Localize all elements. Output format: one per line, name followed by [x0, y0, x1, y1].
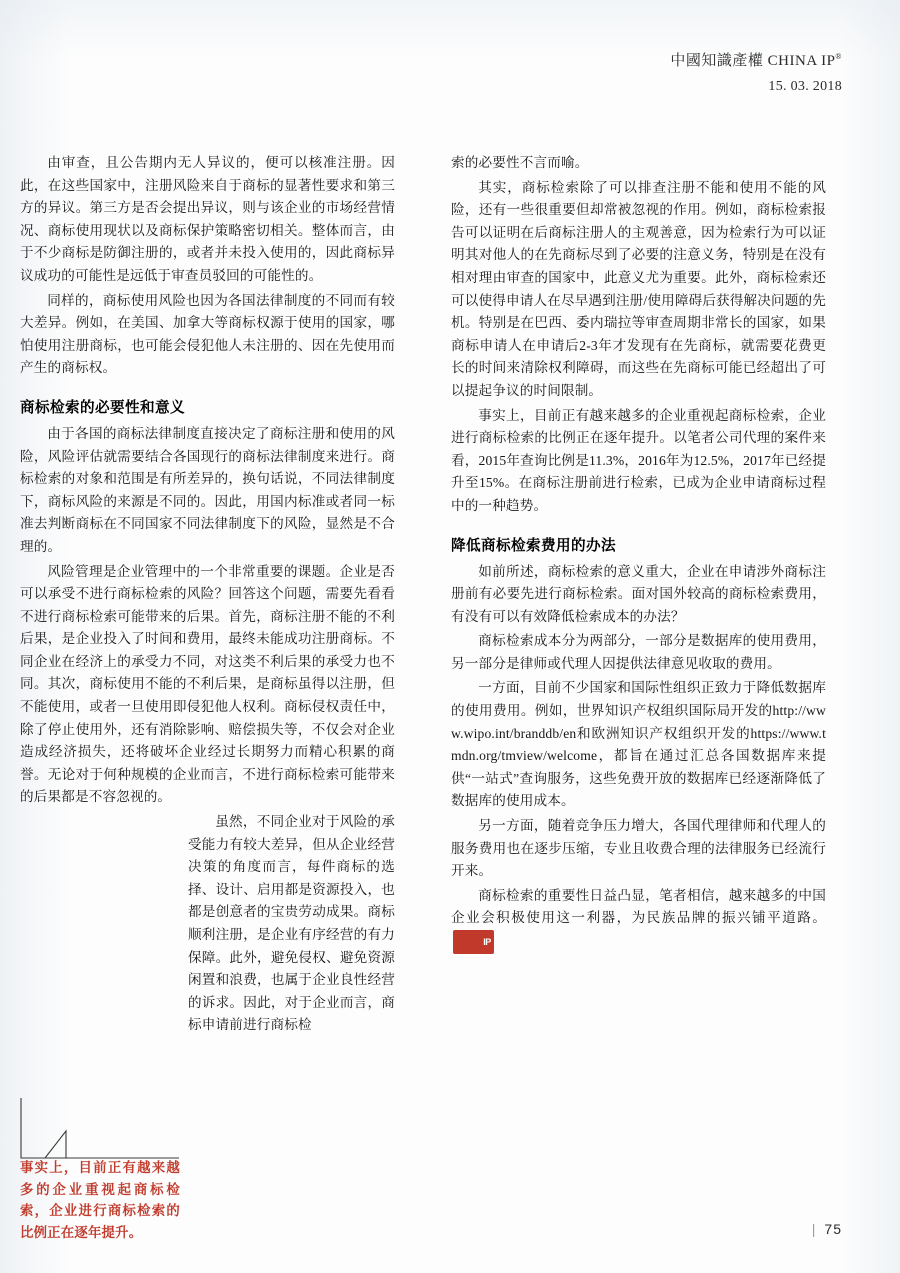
page-folio [812, 1221, 842, 1237]
publication-title-text: 中國知識產權 CHINA IP [670, 53, 836, 69]
section-heading-reduce-search-cost: 降低商标检索费用的办法 [451, 537, 616, 554]
column-left [20, 152, 395, 1240]
paragraph: 由于各国的商标法律制度直接决定了商标注册和使用的风险，风险评估就需要结合各国现行的商标法律制度来进行。商标检索的对象和范围是有所差异的，换句话说，不同法律制度下，商标风险的来源是不同的。因此，用国内标准或者同一标准去判断商标在不同国家不同法律制度下的风险，显然是不合理的。 [20, 425, 395, 554]
end-of-article-mark: IP [453, 930, 494, 954]
page-number: 75 [824, 1221, 842, 1237]
paragraph: 事实上，目前正有越来越多的企业重视起商标检索，企业进行商标检索的比例正在逐年提升。以笔者公司代理的案件来看，2015年查询比例是11.3%，2016年为12.5%，2017年已经提升至15%。在商标注册前进行检索，已成为企业申请商标过程中的一种趋势。 [451, 407, 826, 513]
paragraph: 索的必要性不言而喻。 [451, 155, 589, 170]
paragraph: 由审查，且公告期内无人异议的，便可以核准注册。因此，在这些国家中，注册风险来自于商标的显著性要求和第三方的异议。第三方是否会提出异议，则与该企业的市场经营情况、商标使用现状以及商标保护策略密切相关。整体而言，由于不少商标是防御注册的，或者并未投入使用的，因此商标异议成功的可能性是远低于审查员驳回的可能性的。 [20, 155, 395, 283]
paragraph-text: 商标检索的重要性日益凸显，笔者相信，越来越多的中国企业会积极使用这一利器，为民族品牌的振兴铺平道路。 [451, 887, 826, 926]
paragraph-wrap-container [20, 811, 395, 1037]
paragraph: 同样的，商标使用风险也因为各国法律制度的不同而有较大差异。例如，在美国、加拿大等商标权源于使用的国家，哪怕使用注册商标，也可能会侵犯他人未注册的、因在先使用而产生的商标权。 [20, 292, 395, 376]
column-right [451, 152, 826, 1046]
masthead [670, 50, 842, 97]
paragraph: 其实，商标检索除了可以排查注册不能和使用不能的风险，还有一些很重要但却常被忽视的作用。例如，商标检索报告可以证明在后商标注册人的主观善意，因为检索行为可以证明其对他人的在先商标尽到了必要的注意义务，特别是在没有相对理由审查的国家中，此意义尤为重要。此外，商标检索还可以使得申请人在尽早遇到注册/使用障碍后获得解决问题的先机。特别是在巴西、委内瑞拉等审查周期非常长的国家，如果商标申请人在申请后2-3年才发现有在先商标，就需要花费更长的时间来清除权利障碍，而这些在先商标可能已经超出了可以提起争议的时间限制。 [451, 179, 827, 398]
section-heading-trademark-search-necessity: 商标检索的必要性和意义 [20, 399, 185, 416]
registered-mark: ® [835, 52, 842, 61]
paragraph-with-urls: 一方面，目前不少国家和国际性组织正致力于降低数据库的使用费用。例如，世界知识产权组织国际局开发的http://www.wipo.int/branddb/en和欧洲知识产权组织开发的https://www.tmdn.org/tmview/welcome，都旨在通过汇总各国数据库来提供“一站式”查询服务，这些免费开放的数据库已经逐渐降低了数据库的使用成本。 [451, 680, 826, 809]
paragraph: 另一方面，随着竞争压力增大，各国代理律师和代理人的服务费用也在逐步压缩，专业且收费合理的法律服务已经流行开来。 [451, 818, 826, 879]
paragraph-final [451, 885, 826, 954]
pull-quote-rule-icon [20, 1097, 180, 1159]
paragraph: 如前所述，商标检索的意义重大，企业在申请涉外商标注册前有必要先进行商标检索。面对国外较高的商标检索费用，有没有可以有效降低检索成本的办法？ [451, 563, 826, 624]
pull-quote-float-spacer [20, 811, 188, 1046]
paragraph: 商标检索成本分为两部分，一部分是数据库的使用费用，另一部分是律师或代理人因提供法律意见收取的费用。 [451, 633, 826, 671]
pull-quote-text: 事实上，目前正有越来越多的企业重视起商标检索，企业进行商标检索的比例正在逐年提升。 [20, 1160, 180, 1240]
publication-title [670, 50, 842, 73]
pull-quote-block [20, 1097, 180, 1243]
paragraph: 虽然，不同企业对于风险的承受能力有较大差异，但从企业经营决策的角度而言，每件商标的选择、设计、启用都是资源投入，也都是创意者的宝贵劳动成果。商标顺利注册，是企业有序经营的有力保障。此外，避免侵权、避免资源闲置和浪费，也属于企业良性经营的诉求。因此，对于企业而言，商标申请前进行商标检 [188, 814, 395, 1033]
issue-date: 15. 03. 2018 [768, 78, 842, 94]
folio-rule: | [811, 1221, 817, 1237]
paragraph: 风险管理是企业管理中的一个非常重要的课题。企业是否可以承受不进行商标检索的风险？回答这个问题，需要先看看不进行商标检索可能带来的后果。首先，商标注册不能的不利后果，是企业投入了时间和费用，最终未能成功注册商标。不同企业在经济上的承受力不同，对这类不利后果的承受力也不同。其次，商标使用不能的不利后果，是商标虽得以注册，但不能使用，或者一旦使用即侵犯他人权利。商标侵权责任中，除了停止使用外，还有消除影响、赔偿损失等，不仅会对企业造成经济损失，还将破坏企业经过长期努力而精心积累的商誉。无论对于何种规模的企业而言，不进行商标检索可能带来的后果都是不容忽视的。 [20, 563, 395, 805]
